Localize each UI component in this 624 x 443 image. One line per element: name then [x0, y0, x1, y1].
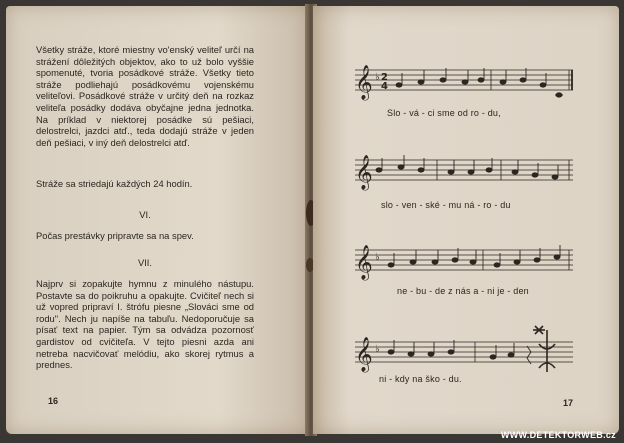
paragraph-rotation: Stráže sa striedajú každých 24 hodín.: [36, 178, 193, 189]
svg-text:♭: ♭: [375, 344, 380, 355]
lyrics-line-3: ne - bu - de z nás a - ni je - den: [397, 286, 529, 296]
music-staff-2: [351, 144, 581, 194]
music-staff-1: [351, 54, 581, 104]
left-page: [6, 6, 309, 434]
svg-text:𝄞: 𝄞: [355, 337, 373, 372]
section-heading-vii: VII.: [137, 257, 153, 268]
page-number-left: 16: [48, 396, 59, 406]
music-staff-3: [351, 234, 581, 284]
section-vii-text: Najprv si zopakujte hymnu z minulého nástupu. Postavte sa do poikruhu a opakujte. Cvičiteľ nech si už vopred pripraví I. štrófu piesne „Slováci sme od rodu". Nech ju napíše na tabuľu. Nedoporučuje sa písať text na papier. Tým sa odvádza pozornosť gardistov od cvičiteľa. V tejto piesni azda ani netreba nacvičovať melódiu, ako skorej rytmus a prednes.: [36, 278, 254, 371]
svg-text:𝄞: 𝄞: [355, 245, 373, 280]
section-vi-text: Počas prestávky pripravte sa na spev.: [36, 230, 194, 241]
svg-text:♭: ♭: [375, 252, 380, 263]
watermark: WWW.DETEKTORWEB.cz: [500, 430, 616, 440]
svg-text:2: 2: [381, 72, 388, 83]
music-staff-4: [351, 324, 581, 378]
lyrics-line-4: ni - kdy na ško - du.: [379, 374, 462, 384]
svg-text:𝄞: 𝄞: [355, 155, 373, 190]
section-heading-vi: VI.: [139, 209, 151, 220]
svg-text:𝄞: 𝄞: [355, 65, 373, 100]
svg-text:♭: ♭: [375, 72, 380, 83]
lyrics-line-2: slo - ven - ské - mu ná - ro - du: [381, 200, 511, 210]
lyrics-line-1: Slo - vá - ci sme od ro - du,: [387, 108, 501, 118]
paragraph-guards: Všetky stráže, ktoré miestny vo'enský veliteľ určí na strážení dôležitých objektov, ako to už bolo vyššie spomenuté, tvoria posádkové stráže. Všetky tieto stráže podliehajú posádkovému vojenskému veliteľovi. Posádkové stráže v určitý deň na rozkaz veliteľa posádky dodáva obyčajne jedna jednotka. Na príklad v niektorej posádke sú pešiaci, delostrelci, jazdci atď., teda dodajú stráže v jeden deň pešiaci, v iný deň delostrelci atď.: [36, 44, 254, 148]
right-page: [313, 6, 619, 434]
page-number-right: 17: [563, 398, 574, 408]
ornament-icon: [533, 326, 555, 372]
svg-text:4: 4: [381, 81, 388, 92]
